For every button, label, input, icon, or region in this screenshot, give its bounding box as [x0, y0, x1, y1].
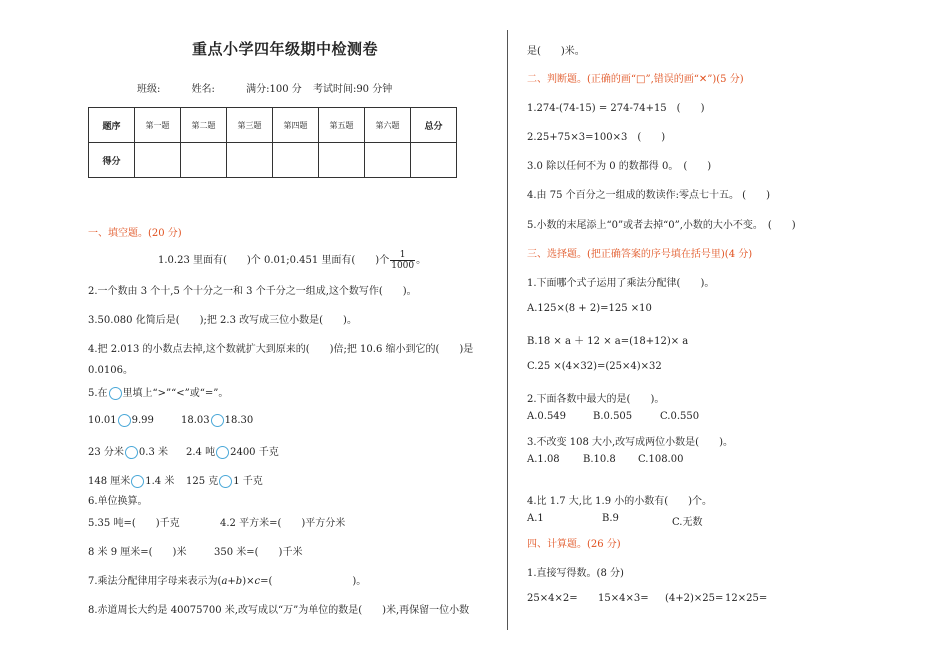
unit-item: 350 米=( )千米	[214, 547, 303, 558]
choice-question: 2.下面各数中最大的是( )。	[527, 394, 665, 405]
choice-option: A.0.549	[527, 411, 567, 422]
exam-time: 考试时间:90 分钟	[312, 84, 393, 95]
score-cell[interactable]	[319, 143, 365, 178]
page-title: 重点小学四年级期中检测卷	[192, 40, 379, 58]
header-cell: 总分	[411, 108, 457, 143]
choice-option: C.25 ×(4×32)=(25×4)×32	[527, 361, 662, 372]
unit-item: 4.2 平方米=( )平方分米	[220, 518, 346, 529]
header-cell: 第六题	[365, 108, 411, 143]
compare-item	[88, 472, 174, 488]
judge-item: 2.25+75×3=100×3 ( )	[527, 132, 666, 143]
score-cell[interactable]	[273, 143, 319, 178]
fraction-numerator: 1	[390, 250, 415, 261]
s1-q8-cont: 是( )米。	[527, 46, 585, 57]
calc-question: 1.直接写得数。(8 分)	[527, 568, 624, 579]
score-table	[88, 107, 457, 178]
score-cell[interactable]	[135, 143, 181, 178]
choice-option: A.1.08	[527, 454, 560, 465]
compare-circle-icon[interactable]	[211, 414, 224, 427]
choice-option: B.18 × a ＋ 12 × a=(18+12)× a	[527, 336, 689, 347]
judge-item: 3.0 除以任何不为 0 的数都得 0。 ( )	[527, 161, 712, 172]
s1-q6: 6.单位换算。	[88, 496, 148, 507]
score-cell[interactable]	[227, 143, 273, 178]
judge-item: 4.由 75 个百分之一组成的数读作:零点七十五。 ( )	[527, 190, 770, 201]
section4-title: 四、计算题。(26 分)	[527, 539, 621, 550]
compare-item	[186, 472, 263, 488]
calc-item: 25×4×2=	[527, 593, 578, 604]
class-label: 班级:	[137, 84, 161, 95]
s1-q1-end: 。	[416, 255, 427, 266]
score-cell[interactable]	[411, 143, 457, 178]
choice-option: B.0.505	[593, 411, 633, 422]
s1-q7-text: 7.乘法分配律用字母来表示为(	[88, 576, 222, 587]
compare-item	[181, 414, 253, 427]
column-divider	[507, 30, 508, 630]
fraction-denominator: 1000	[391, 261, 415, 271]
compare-left: 125 克	[186, 476, 219, 487]
score-cell[interactable]	[181, 143, 227, 178]
compare-left: 148 厘米	[88, 476, 131, 487]
compare-circle-icon[interactable]	[216, 446, 229, 459]
compare-circle-icon	[109, 387, 122, 400]
compare-right: 0.3 米	[138, 447, 168, 458]
fraction	[390, 250, 415, 271]
score-label: 得分	[89, 143, 135, 178]
compare-right: 9.99	[131, 415, 154, 426]
compare-right: 1.4 米	[145, 476, 175, 487]
unit-item: 5.35 吨=( )千克	[88, 518, 180, 529]
s1-q2: 2.一个数由 3 个十,5 个十分之一和 3 个千分之一组成,这个数写作( )。	[88, 286, 417, 297]
header-cell: 题序	[89, 108, 135, 143]
choice-question: 3.不改变 108 大小,改写成两位小数是( )。	[527, 437, 733, 448]
s1-q7	[88, 572, 366, 587]
s1-q7-text: )×	[242, 576, 255, 587]
compare-item	[88, 414, 154, 427]
score-table-header-row	[89, 108, 457, 143]
s1-q3: 3.50.080 化简后是( );把 2.3 改写成三位小数是( )。	[88, 315, 357, 326]
calc-item: 15×4×3=	[598, 593, 649, 604]
s1-q7-var: c	[254, 576, 261, 587]
choice-question: 4.比 1.7 大,比 1.9 小的小数有( )个。	[527, 496, 713, 507]
calc-item: (4+2)×25=	[665, 593, 724, 604]
name-label: 姓名:	[191, 84, 215, 95]
s1-q5-text-a: 5.在	[88, 388, 108, 399]
compare-left: 23 分米	[88, 447, 124, 458]
s1-q8: 8.赤道周长大约是 40075700 米,改写成以“万”为单位的数是( )米,再保留一位小数	[88, 605, 470, 616]
compare-left: 18.03	[181, 415, 210, 426]
calc-item: 12×25=	[725, 593, 768, 604]
compare-right: 18.30	[224, 415, 254, 426]
s1-q4-line2: 0.0106。	[88, 365, 133, 376]
s1-q5-text-b: 里填上“>”“<”或“=”。	[122, 388, 229, 399]
compare-right: 2400 千克	[230, 447, 279, 458]
s1-q1-text: 1.0.23 里面有( )个 0.01;0.451 里面有( )个	[158, 255, 390, 266]
compare-item	[186, 443, 279, 459]
choice-option: C.0.550	[660, 411, 700, 422]
section3-title: 三、选择题。(把正确答案的序号填在括号里)(4 分)	[527, 249, 753, 260]
s1-q7-expr: a+b	[221, 576, 243, 587]
s1-q1	[158, 250, 426, 271]
judge-item: 1.274-(74-15) = 274-74+15 ( )	[527, 103, 705, 114]
exam-info	[137, 80, 420, 95]
choice-option: B.10.8	[583, 454, 616, 465]
unit-item: 8 米 9 厘米=( )米	[88, 547, 187, 558]
compare-left: 2.4 吨	[186, 447, 216, 458]
compare-circle-icon[interactable]	[125, 446, 138, 459]
compare-circle-icon[interactable]	[131, 475, 144, 488]
s1-q4-line1: 4.把 2.013 的小数点去掉,这个数就扩大到原来的( )倍;把 10.6 缩小到它的( )是	[88, 344, 474, 355]
judge-item: 5.小数的末尾添上“0”或者去掉“0”,小数的大小不变。 ( )	[527, 220, 796, 231]
header-cell: 第三题	[227, 108, 273, 143]
header-cell: 第一题	[135, 108, 181, 143]
s1-q7-text: =( )。	[260, 576, 367, 587]
choice-option: A.1	[527, 513, 544, 524]
full-score: 满分:100 分	[246, 84, 302, 95]
header-cell: 第二题	[181, 108, 227, 143]
choice-question: 1.下面哪个式子运用了乘法分配律( )。	[527, 278, 715, 289]
s1-q5	[88, 384, 228, 400]
score-table-score-row	[89, 143, 457, 178]
section1-title: 一、填空题。(20 分)	[88, 228, 182, 239]
header-cell: 第五题	[319, 108, 365, 143]
choice-option: B.9	[602, 513, 619, 524]
compare-item	[88, 443, 168, 459]
header-cell: 第四题	[273, 108, 319, 143]
compare-left: 10.01	[88, 415, 117, 426]
choice-option: A.125×(8 + 2)=125 ×10	[527, 303, 652, 314]
choice-option: C.无数	[672, 517, 703, 528]
section2-title: 二、判断题。(正确的画“□”,错误的画“✕”)(5 分)	[527, 74, 744, 85]
choice-option: C.108.00	[638, 454, 684, 465]
compare-right: 1 千克	[233, 476, 263, 487]
score-cell[interactable]	[365, 143, 411, 178]
compare-circle-icon[interactable]	[118, 414, 131, 427]
compare-circle-icon[interactable]	[219, 475, 232, 488]
